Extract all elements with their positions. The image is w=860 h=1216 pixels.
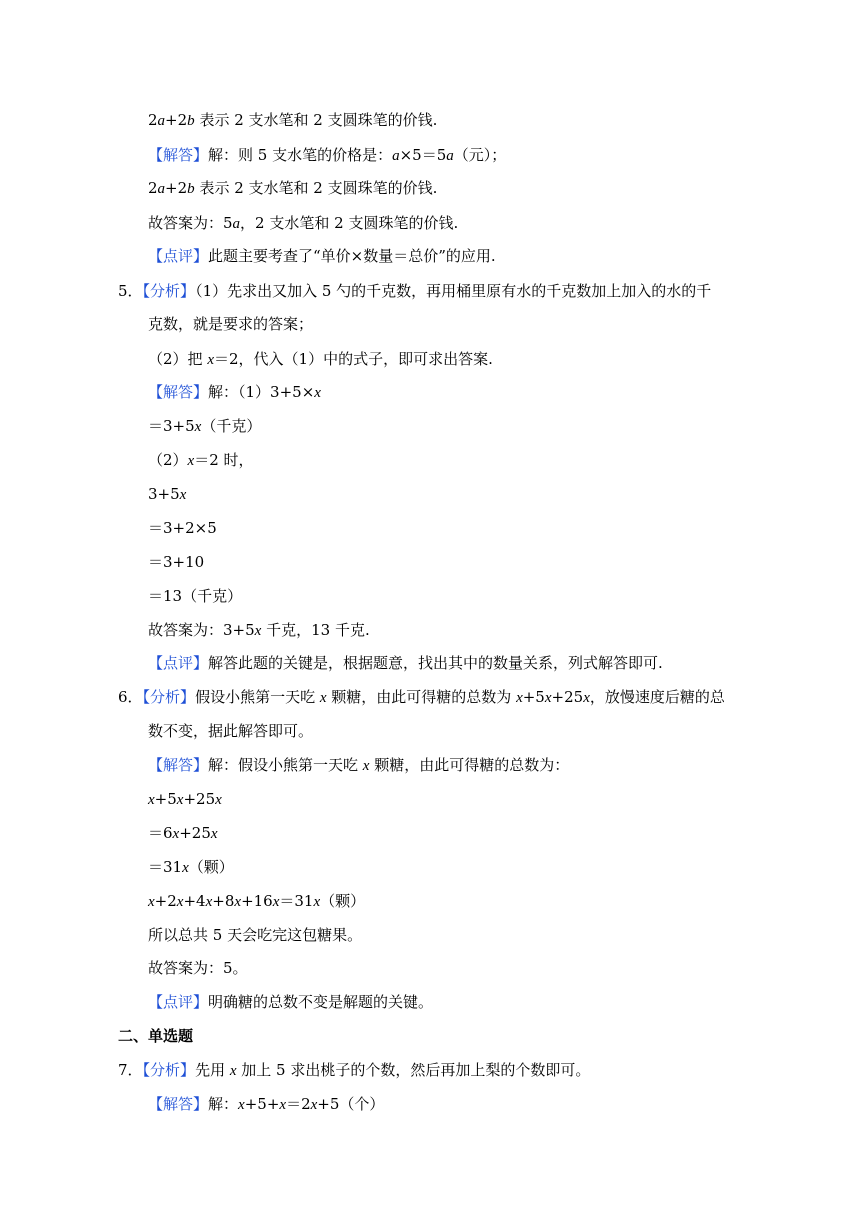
text-run: +25 bbox=[179, 824, 211, 842]
text-line bbox=[148, 349, 493, 370]
text-run: ＝31 bbox=[279, 892, 314, 910]
text-run: ＝3+2×5 bbox=[148, 519, 217, 537]
text-run: 克数，就是要求的答案； bbox=[148, 315, 314, 333]
text-run: 解：（1）3+5× bbox=[208, 383, 315, 401]
text-run: ×5＝5 bbox=[399, 146, 447, 164]
variable: x bbox=[234, 894, 242, 910]
text-line bbox=[148, 382, 321, 403]
text-line bbox=[148, 314, 313, 334]
text-line bbox=[148, 145, 506, 166]
text-run: 颗糖，由此可得糖的总数为 bbox=[326, 688, 517, 706]
variable: x bbox=[362, 758, 370, 774]
label-tag: 【分析】 bbox=[142, 688, 196, 706]
variable: x bbox=[229, 1063, 237, 1079]
variable: x bbox=[207, 352, 214, 368]
text-run: 解： bbox=[208, 1095, 239, 1113]
variable: x bbox=[516, 690, 523, 706]
text-line bbox=[118, 687, 725, 708]
text-line bbox=[148, 213, 458, 234]
text-run: ＝6 bbox=[148, 824, 173, 842]
text-line bbox=[148, 586, 242, 606]
text-run: 加上 5 求出桃子的个数，然后再加上梨的个数即可。 bbox=[236, 1061, 591, 1079]
text-run: ＝2 时， bbox=[194, 451, 254, 469]
variable: x bbox=[314, 385, 321, 401]
text-run: 故答案为：5。 bbox=[148, 959, 248, 977]
variable: b bbox=[187, 181, 195, 197]
variable: x bbox=[319, 690, 327, 706]
text-run: +4 bbox=[183, 892, 206, 910]
text-run: 3+5 bbox=[148, 485, 180, 503]
label-tag: 【解答】 bbox=[148, 383, 209, 401]
text-run: 数不变，据此解答即可。 bbox=[148, 722, 314, 740]
text-run: +2 bbox=[154, 892, 177, 910]
text-line bbox=[148, 552, 204, 572]
variable: a bbox=[446, 148, 454, 164]
text-run: 明确糖的总数不变是解题的关键。 bbox=[208, 993, 434, 1011]
variable: x bbox=[172, 826, 180, 842]
section-heading bbox=[118, 1026, 193, 1046]
text-line bbox=[148, 958, 248, 978]
text-run: 假设小熊第一天吃 bbox=[195, 688, 320, 706]
text-run: 故答案为：5 bbox=[148, 214, 233, 232]
text-run: （2） bbox=[148, 451, 188, 469]
variable: x bbox=[187, 453, 195, 469]
variable: x bbox=[279, 1097, 287, 1113]
variable: x bbox=[182, 860, 189, 876]
text-run: ＝2，代入（1）中的式子，即可求出答案. bbox=[213, 350, 493, 368]
text-line bbox=[148, 416, 261, 437]
text-line bbox=[118, 281, 711, 301]
text-line bbox=[148, 518, 217, 538]
text-line bbox=[148, 450, 254, 471]
variable: x bbox=[176, 894, 184, 910]
text-line bbox=[148, 178, 437, 199]
text-run: 5． bbox=[118, 282, 143, 300]
variable: x bbox=[179, 487, 187, 503]
variable: x bbox=[148, 894, 155, 910]
text-run: 二、单选题 bbox=[118, 1027, 194, 1045]
text-run: ，放慢速度后糖的总 bbox=[589, 688, 725, 706]
variable: x bbox=[254, 623, 262, 639]
variable: x bbox=[310, 1097, 318, 1113]
text-run: （1）先求出又加入 5 勺的千克数，再用桶里原有水的千克数加上加入的水的千 bbox=[195, 282, 712, 300]
label-tag: 【分析】 bbox=[142, 282, 196, 300]
text-run: +25 bbox=[551, 688, 584, 706]
text-run: ＝3+10 bbox=[148, 553, 205, 571]
text-run: （颗） bbox=[320, 892, 366, 910]
variable: x bbox=[176, 792, 184, 808]
text-run: +25 bbox=[183, 790, 216, 808]
label-tag: 【解答】 bbox=[148, 146, 209, 164]
text-run: 此题主要考查了“单价×数量＝总价”的应用. bbox=[208, 247, 496, 265]
variable: x bbox=[194, 419, 202, 435]
label-tag: 【解答】 bbox=[148, 756, 209, 774]
text-line bbox=[148, 1094, 384, 1115]
text-run: （千克） bbox=[201, 417, 262, 435]
text-line bbox=[148, 755, 569, 776]
text-run: 6． bbox=[118, 688, 143, 706]
text-line bbox=[148, 891, 365, 912]
text-run: 解：则 5 支水笔的价格是： bbox=[208, 146, 393, 164]
variable: x bbox=[148, 792, 155, 808]
text-run: （2）把 bbox=[148, 350, 208, 368]
text-run: 颗糖，由此可得糖的总数为： bbox=[369, 756, 570, 774]
text-run: 2 bbox=[148, 179, 158, 197]
variable: x bbox=[272, 894, 280, 910]
label-tag: 【点评】 bbox=[148, 993, 209, 1011]
variable: a bbox=[392, 148, 400, 164]
text-run: （颗） bbox=[188, 858, 234, 876]
text-run: 解答此题的关键是，根据题意，找出其中的数量关系，列式解答即可. bbox=[208, 654, 663, 672]
text-run: 解：假设小熊第一天吃 bbox=[208, 756, 363, 774]
label-tag: 【分析】 bbox=[142, 1061, 196, 1079]
text-run: 所以总共 5 天会吃完这包糖果。 bbox=[148, 926, 363, 944]
label-tag: 【点评】 bbox=[148, 654, 209, 672]
text-run: +2 bbox=[165, 111, 188, 129]
variable: x bbox=[205, 894, 213, 910]
label-tag: 【解答】 bbox=[148, 1095, 209, 1113]
text-run: ＝31 bbox=[148, 858, 183, 876]
variable: x bbox=[210, 826, 218, 842]
text-run: 先用 bbox=[195, 1061, 230, 1079]
variable: x bbox=[583, 690, 590, 706]
text-run: 2 bbox=[148, 111, 158, 129]
text-line bbox=[148, 484, 186, 505]
text-line bbox=[148, 823, 218, 844]
text-line bbox=[148, 110, 437, 131]
text-line bbox=[148, 789, 222, 810]
text-run: +2 bbox=[165, 179, 188, 197]
variable: a bbox=[157, 181, 166, 197]
text-run: （元）； bbox=[453, 146, 507, 164]
text-run: +5（个） bbox=[317, 1095, 385, 1113]
variable: a bbox=[157, 113, 166, 129]
text-run: +8 bbox=[212, 892, 235, 910]
text-line bbox=[148, 992, 433, 1012]
text-run: 千克，13 千克. bbox=[261, 621, 370, 639]
variable: x bbox=[313, 894, 321, 910]
text-run: ＝3+5 bbox=[148, 417, 195, 435]
variable: x bbox=[215, 792, 222, 808]
label-tag: 【点评】 bbox=[148, 247, 209, 265]
text-line bbox=[148, 721, 313, 741]
text-line bbox=[148, 925, 362, 945]
variable: a bbox=[232, 216, 241, 232]
text-line bbox=[148, 653, 663, 673]
text-run: +5 bbox=[522, 688, 545, 706]
text-run: +5 bbox=[154, 790, 177, 808]
text-line bbox=[118, 1060, 590, 1081]
variable: x bbox=[544, 690, 552, 706]
text-line bbox=[148, 246, 496, 266]
variable: x bbox=[238, 1097, 245, 1113]
text-run: 7． bbox=[118, 1061, 143, 1079]
text-run: ＝13（千克） bbox=[148, 587, 243, 605]
text-run: 表示 2 支水笔和 2 支圆珠笔的价钱. bbox=[194, 179, 438, 197]
variable: b bbox=[187, 113, 195, 129]
text-run: +5+ bbox=[244, 1095, 280, 1113]
text-run: 表示 2 支水笔和 2 支圆珠笔的价钱. bbox=[194, 111, 438, 129]
text-run: ，2 支水笔和 2 支圆珠笔的价钱. bbox=[240, 214, 459, 232]
text-line bbox=[148, 620, 370, 641]
text-run: ＝2 bbox=[286, 1095, 311, 1113]
text-line bbox=[148, 857, 234, 878]
text-run: +16 bbox=[241, 892, 273, 910]
text-run: 故答案为：3+5 bbox=[148, 621, 255, 639]
